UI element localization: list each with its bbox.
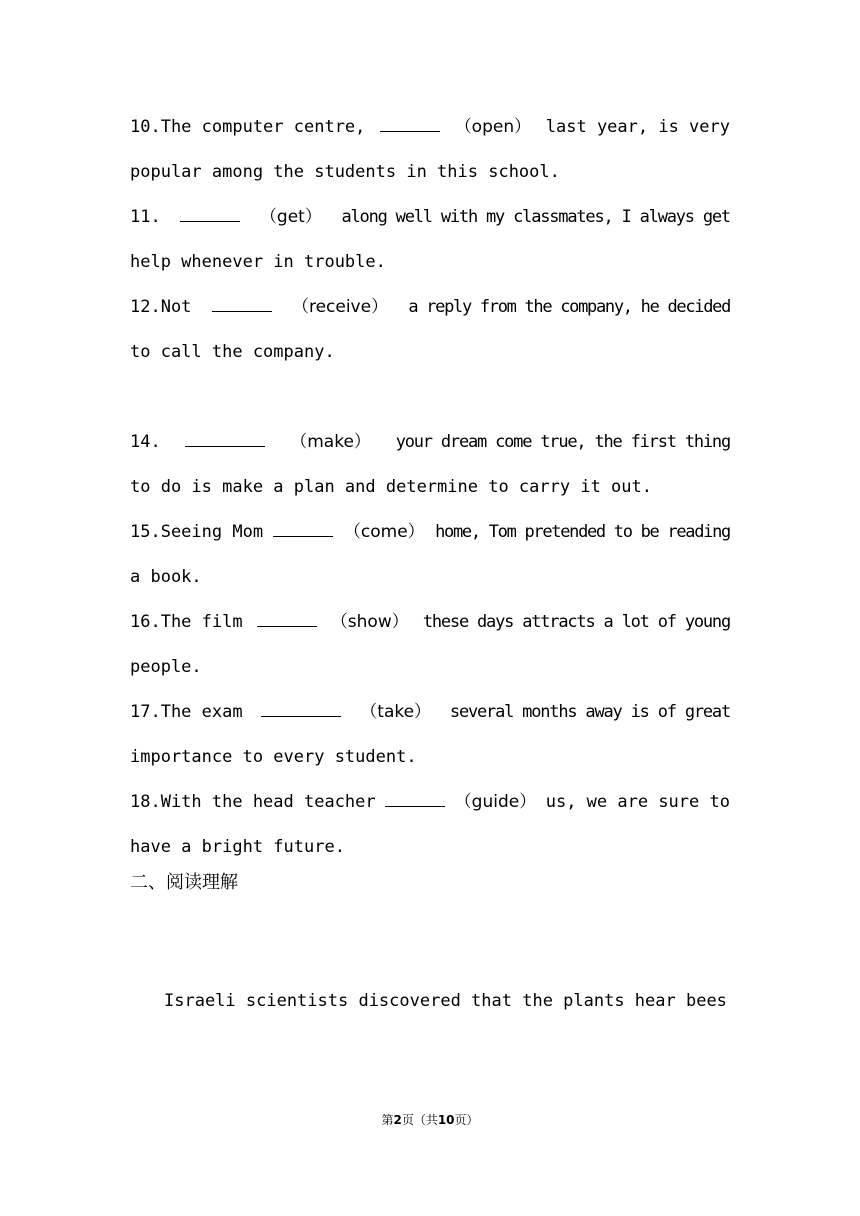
q18-verb-hint: （guide） <box>454 792 537 812</box>
footer-mid: 页（共 <box>401 1113 438 1127</box>
q12-answer-blank[interactable] <box>212 296 272 312</box>
q16-line-2: people. <box>130 657 202 677</box>
passage-p2-l1-text: Israeli scientists discovered that the plants hear bees <box>164 991 727 1011</box>
q15-answer-blank[interactable] <box>273 521 333 537</box>
q10-line-2: popular among the students in this school. <box>130 162 560 182</box>
q14-number: 14. <box>130 432 161 452</box>
q11-number: 11. <box>130 207 161 227</box>
q17-answer-blank[interactable] <box>261 701 341 717</box>
passage-p2-line-2 <box>130 1029 730 1051</box>
q18-line-2: have a bright future. <box>130 837 345 857</box>
q18-text-b: us, we are sure to <box>545 792 730 812</box>
question-15-line-1 <box>130 521 730 543</box>
q18-answer-blank[interactable] <box>385 791 445 807</box>
footer-total-pages: 10 <box>437 1113 455 1127</box>
question-14-line-1 <box>130 431 730 453</box>
q16-verb-hint: （show） <box>330 612 409 632</box>
q10-text-b: last year, is very <box>545 117 730 137</box>
q11-answer-blank[interactable] <box>180 206 240 222</box>
q14-answer-blank[interactable] <box>185 431 265 447</box>
q16-text-a: 16.The film <box>130 612 243 632</box>
section-heading-reading: 二、阅读理解 <box>130 872 238 893</box>
q10-text-a: 10.The computer centre, <box>130 117 366 137</box>
footer-page-number: 2 <box>393 1113 402 1127</box>
q16-answer-blank[interactable] <box>257 611 317 627</box>
passage-p1-line-1 <box>164 911 730 933</box>
q11-line-2: help whenever in trouble. <box>130 252 386 272</box>
q14-text-b: your dream come true, the first thing <box>395 432 730 452</box>
q14-verb-hint: （make） <box>290 432 371 452</box>
q12-verb-hint: （receive） <box>291 297 389 317</box>
q10-answer-blank[interactable] <box>380 116 440 132</box>
q16-text-b: these days attracts a lot of young <box>422 612 730 632</box>
question-12-line-1 <box>130 296 730 318</box>
q11-verb-hint: （get） <box>259 207 322 227</box>
q12-text-a: 12.Not <box>130 297 192 317</box>
footer-pre: 第 <box>381 1113 394 1127</box>
q17-text-b: several months away is of great <box>449 702 730 722</box>
q14-line-2: to do is make a plan and determine to carry it out. <box>130 477 652 497</box>
passage-p1-line-2 <box>130 951 730 973</box>
q17-text-a: 17.The exam <box>130 702 243 722</box>
q17-verb-hint: （take） <box>360 702 432 722</box>
passage-p2-line-3 <box>130 1068 730 1090</box>
page-footer <box>0 1111 860 1129</box>
passage-p2-line-1 <box>164 990 730 1012</box>
question-11-line-1 <box>130 206 730 228</box>
q11-text-b: along well with my classmates, I always get <box>341 207 730 227</box>
question-13-line-1 <box>130 386 720 408</box>
question-18-line-1 <box>130 791 730 813</box>
q15-text-b: home, Tom pretended to be reading <box>435 522 730 542</box>
q12-text-b: a reply from the company, he decided <box>408 297 730 317</box>
q12-line-2: to call the company. <box>130 342 335 362</box>
question-10-line-1 <box>130 116 730 138</box>
q15-line-2: a book. <box>130 567 202 587</box>
question-17-line-1 <box>130 701 730 723</box>
q17-line-2: importance to every student. <box>130 747 417 767</box>
footer-post: 页） <box>454 1113 479 1127</box>
q15-text-a: 15.Seeing Mom <box>130 522 264 542</box>
q18-text-a: 18.With the head teacher <box>130 792 376 812</box>
q10-verb-hint: （open） <box>454 117 532 137</box>
question-16-line-1 <box>130 611 730 633</box>
q15-verb-hint: （come） <box>343 522 425 542</box>
